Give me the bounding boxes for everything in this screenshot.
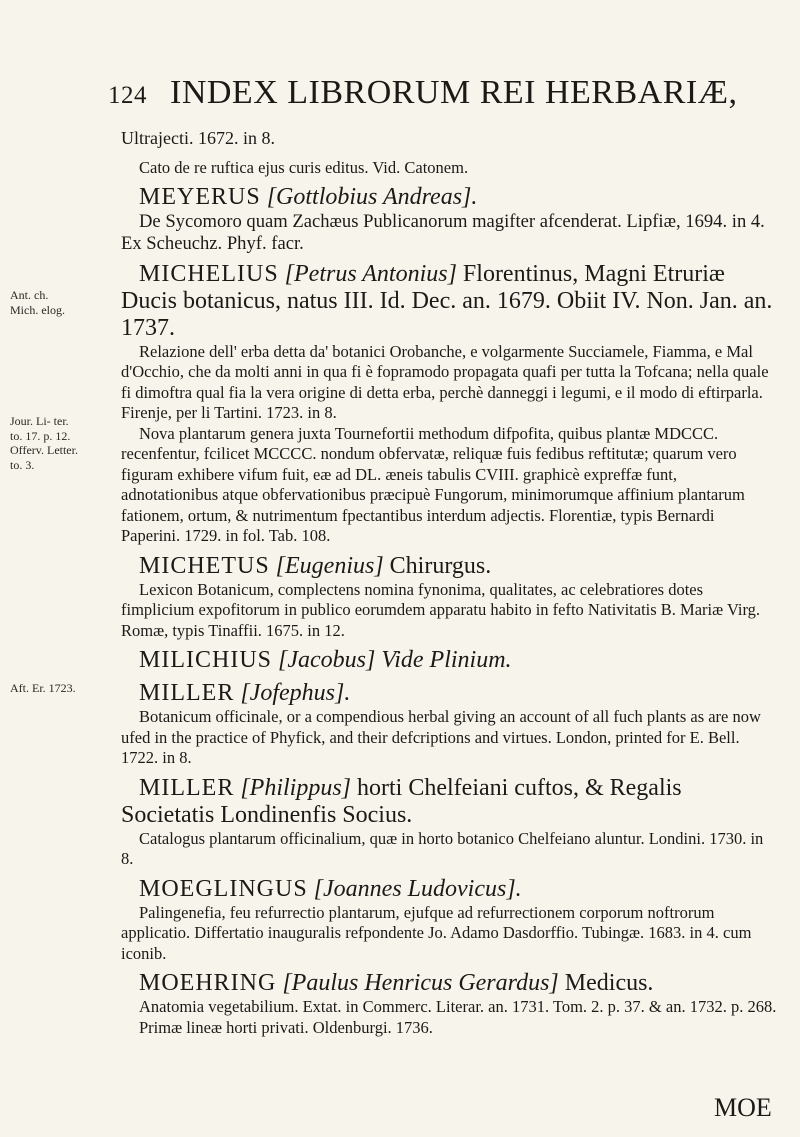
margin-note: Jour. Li- ter. to. 17. p. 12. Offerv. Letter. to. 3. <box>10 414 78 472</box>
author-heading: MICHELIUS [Petrus Antonius] Florentinus, Magni Etruriæ Ducis botanicus, natus III. Id. Dec. an. 1679. Obiit IV. Non. Jan. an. 1737. <box>121 260 773 341</box>
author-heading: MICHETUS [Eugenius] Chirurgus. <box>139 552 492 579</box>
work-description: De Sycomoro quam Zachæus Publicanorum magifter afcenderat. Lipfiæ, 1694. in 4. Ex Scheuchz. Phyf. facr. <box>121 211 765 255</box>
author-heading: MOEGLINGUS [Joannes Ludovicus]. <box>139 875 522 902</box>
author-heading: MILLER [Philippus] horti Chelfeiani cuftos, & Regalis Societatis Londinenfis Socius. <box>121 774 682 828</box>
work-description: Primæ lineæ horti privati. Oldenburgi. 1736. <box>139 1017 433 1037</box>
work-description: Lexicon Botanicum, complectens nomina fynonima, qualitates, ac celebratiores dotes fimplicium expofitorum in publico eorumdem apparatu habito in fefto Nativitatis B. Mariæ Virg. Romæ, typis Tinaffii. 1675. in 12. <box>121 579 761 640</box>
running-title: INDEX LIBRORUM REI HERBARIÆ, <box>170 74 738 111</box>
margin-note: Aft. Er. 1723. <box>10 681 76 695</box>
index-body <box>121 118 777 1038</box>
work-description: Botanicum officinale, or a compendious herbal giving an account of all fuch plants as are now ufed in the practice of Phyfick, and their defcriptions and virtues. London, printed for E. Bell. 1722. in 8. <box>121 707 761 768</box>
author-heading: MILICHIUS [Jacobus] Vide Plinium. <box>139 647 512 674</box>
running-header <box>108 74 788 112</box>
work-description: Catalogus plantarum officinalium, quæ in horto botanico Chelfeiano aluntur. Londini. 1730. in 8. <box>121 828 764 869</box>
work-description: Anatomia vegetabilium. Extat. in Commerc. Literar. an. 1731. Tom. 2. p. 37. & an. 1732. p. 268. <box>139 997 777 1017</box>
author-heading: MILLER [Jofephus]. <box>139 680 351 707</box>
author-heading: MEYERUS [Gottlobius Andreas]. <box>139 184 478 211</box>
margin-note: Ant. ch. Mich. elog. <box>10 288 65 317</box>
page-number: 124 <box>108 82 147 109</box>
entry-continuation: Ultrajecti. 1672. in 8. <box>121 128 275 148</box>
work-description: Nova plantarum genera juxta Tournefortii methodum difpofita, quibus plantæ MDCCC. recenfentur, fcilicet MCCCC. nondum obfervatæ, reliquæ fuis fedibus reftitutæ; quarum vero figuram exhibere vifum fuit, eæ ad DL. æneis tabulis CVIII. graphicè expreffæ funt, adnotationibus atque obfervationibus præcipuè Fungorum, minimorumque affinium plantarum fationem, ortum, & nutrimentum fpectantibus interdum adjectis. Florentiæ, typis Bernardi Paperini. 1729. in fol. Tab. 108. <box>121 423 745 546</box>
catchword: MOE <box>714 1093 772 1122</box>
entry-note: Cato de re ruftica ejus curis editus. Vid. Catonem. <box>139 157 469 177</box>
work-description: Relazione dell' erba detta da' botanici Orobanche, e volgarmente Succiamele, Fiamma, e Mal d'Occhio, che da molti anni in qua fi è fopramodo propagata quafi per tutta la Tofcana; nella quale fi dimoftra qual fia la vera origine di detta erba, perchè danneggi i legumi, e il modo di eftirparla. Firenje, per li Tartini. 1723. in 8. <box>121 341 769 423</box>
work-description: Palingenefia, feu refurrectio plantarum, ejufque ad refurrectionem corporum noftrorum applicatio. Differtatio inauguralis refpondente Jo. Adamo Dasdorffio. Tubingæ. 1683. in 4. cum iconib. <box>121 902 752 963</box>
author-heading: MOEHRING [Paulus Henricus Gerardus] Medicus. <box>139 970 654 997</box>
